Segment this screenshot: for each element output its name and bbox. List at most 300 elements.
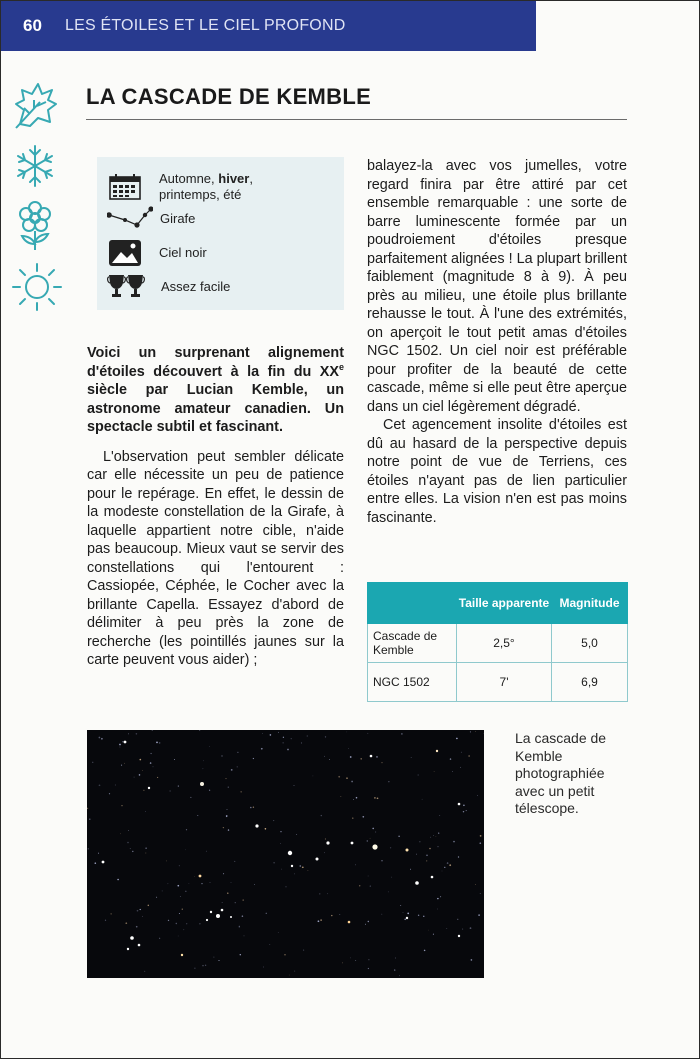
faint-star <box>124 763 125 764</box>
season-row <box>107 171 253 203</box>
faint-star <box>444 867 445 868</box>
faint-star <box>139 774 141 776</box>
faint-star <box>302 866 304 868</box>
table-cell: NGC 1502 <box>368 663 457 702</box>
faint-star <box>452 771 453 772</box>
faint-star <box>461 752 462 753</box>
faint-star <box>183 929 184 930</box>
faint-star <box>99 784 101 786</box>
faint-star <box>145 848 146 849</box>
faint-star <box>294 874 295 875</box>
faint-star <box>179 913 180 914</box>
faint-star <box>469 755 470 756</box>
calendar-icon <box>107 173 143 201</box>
faint-star <box>410 869 411 870</box>
faint-star <box>438 846 439 847</box>
faint-star <box>450 758 451 759</box>
faint-star <box>457 919 458 920</box>
faint-star <box>218 960 219 961</box>
faint-star <box>462 929 463 930</box>
faint-star <box>134 777 135 778</box>
faint-star <box>228 829 229 830</box>
faint-star <box>296 834 297 835</box>
faint-star <box>98 853 99 854</box>
faint-star <box>321 815 322 816</box>
faint-star <box>168 920 169 921</box>
faint-star <box>226 815 228 817</box>
faint-star <box>416 854 417 855</box>
faint-star <box>202 965 204 967</box>
table-cell: 7' <box>457 663 552 702</box>
faint-star <box>234 861 235 862</box>
faint-star <box>142 770 143 771</box>
faint-star <box>152 730 153 731</box>
faint-star <box>278 932 279 933</box>
faint-star <box>382 762 383 763</box>
faint-star <box>209 746 210 747</box>
faint-star <box>156 897 157 898</box>
starfield-photo <box>87 730 484 978</box>
faint-star <box>239 926 240 927</box>
faint-star <box>340 796 341 797</box>
faint-star <box>284 954 285 955</box>
faint-star <box>319 893 320 894</box>
left-column <box>87 344 344 670</box>
season-icons <box>10 80 64 322</box>
faint-star <box>185 891 186 892</box>
faint-star <box>381 860 382 861</box>
table-row <box>368 624 628 663</box>
table-header-row <box>368 583 628 624</box>
faint-star <box>235 902 236 903</box>
constellation-icon <box>107 205 153 233</box>
faint-star <box>395 958 396 959</box>
faint-star <box>368 959 369 960</box>
faint-star <box>411 757 412 758</box>
faint-star <box>391 877 392 878</box>
faint-star <box>227 893 228 894</box>
faint-star <box>372 828 374 830</box>
faint-star <box>283 742 284 743</box>
faint-star <box>370 838 371 839</box>
faint-star <box>471 959 473 961</box>
faint-star <box>92 762 93 763</box>
faint-star <box>122 741 123 742</box>
faint-star <box>400 905 401 906</box>
faint-star <box>375 832 376 833</box>
faint-star <box>434 771 435 772</box>
faint-star <box>128 734 129 735</box>
faint-star <box>231 882 232 883</box>
faint-star <box>262 733 263 734</box>
faint-star <box>186 923 187 924</box>
faint-star <box>355 864 356 865</box>
faint-star <box>446 928 447 929</box>
faint-star <box>381 914 382 915</box>
faint-star <box>449 864 451 866</box>
faint-star <box>237 766 238 767</box>
intro-century: XX <box>319 363 339 380</box>
faint-star <box>388 781 389 782</box>
faint-star <box>89 819 90 820</box>
intro-text-end: siècle par Lucian Kemble, un astronome amateur canadien. Un spectacle subtil et fascinant. <box>87 382 344 435</box>
faint-star <box>289 975 290 976</box>
faint-star <box>101 738 103 740</box>
faint-star <box>388 892 389 893</box>
faint-star <box>342 963 343 964</box>
sun-icon <box>10 262 64 312</box>
faint-star <box>226 778 227 779</box>
faint-star <box>120 833 121 834</box>
faint-star <box>239 926 240 927</box>
faint-star <box>119 747 120 748</box>
faint-star <box>115 785 116 786</box>
faint-star <box>428 930 429 931</box>
faint-star <box>439 815 440 816</box>
body-paragraph-2: balayez-la avec vos jumelles, votre regard finira par être attiré par cet ensemble remarquable : une sorte de barre luminescente formée par un poudroiement d'étoiles presque parfaitement alignées ! La plupart brillent faiblement (magnitude 8 à 9). À peu près au milieu, une étoile plus brillante rehausse le tout. À l'une des extrémités, on aperçoit le tout petit amas d'étoiles NGC 1502. Un ciel noir est préférable pour profiter de la beauté de cette cascade, même si elle peut être aperçue dans un ciel légèrement dégradé. <box>367 158 627 415</box>
faint-star <box>148 905 149 906</box>
faint-star <box>223 827 224 828</box>
faint-star <box>137 910 139 912</box>
faint-star <box>320 919 321 920</box>
faint-star <box>401 733 403 735</box>
faint-star <box>237 752 238 753</box>
faint-star <box>179 865 180 866</box>
faint-star <box>407 913 409 915</box>
faint-star <box>287 749 289 751</box>
faint-star <box>338 776 340 778</box>
faint-star <box>159 742 161 744</box>
table-header-cell: Taille apparente <box>457 583 552 624</box>
faint-star <box>475 731 476 732</box>
intro-century-sup: e <box>338 361 344 372</box>
faint-star <box>291 738 292 739</box>
faint-star <box>351 781 353 783</box>
faint-star <box>355 960 356 961</box>
faint-star <box>483 733 484 734</box>
faint-star <box>197 815 198 816</box>
faint-star <box>360 758 361 759</box>
faint-star <box>250 807 252 809</box>
faint-star <box>222 902 223 903</box>
faint-star <box>128 830 129 831</box>
title-divider <box>86 119 627 120</box>
faint-star <box>318 920 320 922</box>
faint-star <box>390 847 391 848</box>
faint-star <box>426 860 427 861</box>
trophy-icon <box>107 273 145 301</box>
faint-star <box>463 811 464 812</box>
constellation-text: Girafe <box>160 211 196 226</box>
background-stars <box>87 730 484 976</box>
faint-star <box>162 890 163 891</box>
faint-star <box>127 842 129 844</box>
faint-star <box>109 793 110 794</box>
faint-star <box>139 759 141 761</box>
table-row <box>368 663 628 702</box>
faint-star <box>136 926 138 928</box>
faint-star <box>185 849 186 850</box>
faint-star <box>368 921 369 922</box>
faint-star <box>294 971 295 972</box>
season-comma: , <box>249 171 253 186</box>
faint-star <box>480 893 481 894</box>
faint-star <box>206 851 207 852</box>
faint-star <box>404 919 406 921</box>
faint-star <box>352 817 353 818</box>
faint-star <box>350 756 352 758</box>
flower-icon <box>10 200 60 252</box>
faint-star <box>240 954 241 955</box>
faint-star <box>480 835 482 837</box>
faint-star <box>269 944 270 945</box>
faint-star <box>362 816 364 818</box>
faint-star <box>303 950 304 951</box>
faint-star <box>280 831 281 832</box>
faint-star <box>346 777 348 779</box>
snowflake-icon <box>10 142 60 190</box>
table-header-cell <box>368 583 457 624</box>
faint-star <box>399 975 400 976</box>
faint-star <box>150 753 151 754</box>
faint-star <box>99 737 101 739</box>
faint-star <box>190 797 191 798</box>
faint-star <box>433 934 434 935</box>
faint-star <box>119 744 121 746</box>
faint-star <box>418 915 419 916</box>
dark-sky-icon <box>107 238 143 268</box>
faint-star <box>145 853 146 854</box>
faint-star <box>437 909 438 910</box>
observation-infobox <box>97 157 344 310</box>
faint-star <box>442 871 443 872</box>
faint-star <box>398 836 399 837</box>
faint-star <box>270 734 272 736</box>
faint-star <box>253 758 254 759</box>
faint-star <box>210 882 211 883</box>
faint-star <box>477 795 478 796</box>
faint-star <box>227 809 228 810</box>
faint-star <box>424 950 426 952</box>
table-cell: 6,9 <box>552 663 628 702</box>
faint-star <box>286 887 287 888</box>
faint-star <box>470 927 472 929</box>
faint-star <box>242 915 244 917</box>
faint-star <box>182 909 183 910</box>
faint-star <box>157 777 158 778</box>
faint-star <box>231 769 233 771</box>
faint-star <box>253 807 254 808</box>
table-cell: 2,5° <box>457 624 552 663</box>
faint-star <box>205 965 206 966</box>
body-paragraph-3: Cet agencement insolite d'étoiles est dû au hasard de la perspective depuis notre point de vue de Terriens, ces étoiles n'ayant pas de lien particulier entre elles. La vision n'en est pas moins fascinante. <box>367 417 627 526</box>
faint-star <box>143 790 144 791</box>
faint-star <box>438 833 439 834</box>
faint-star <box>223 873 224 874</box>
table-cell: 5,0 <box>552 624 628 663</box>
faint-star <box>263 967 264 968</box>
section-title: LES ÉTOILES ET LE CIEL PROFOND <box>65 17 346 34</box>
faint-star <box>209 790 210 791</box>
faint-star <box>308 870 309 871</box>
faint-star <box>463 804 465 806</box>
body-paragraph-1: L'observation peut sembler délicate car elle nécessite un peu de patience pour le repérage. En effet, le dessin de la modeste constellation de la Girafe, à laquelle appartient notre cible, n'aide pas beaucoup. Mieux vaut se servir des constellations qui l'entourent : Cassiopée, Céphée, le Cocher avec la brillante Capella. Essayez d'abord de délimiter à peu près la zone de recherche (les pointillés jaunes sur la carte peuvent vous aider) ; <box>87 448 344 668</box>
faint-star <box>367 733 368 734</box>
table-header-cell: Magnitude <box>552 583 628 624</box>
faint-star <box>121 805 122 806</box>
faint-star <box>301 742 302 743</box>
faint-star <box>283 737 284 738</box>
faint-star <box>426 855 428 857</box>
faint-star <box>176 923 177 924</box>
faint-star <box>299 865 301 867</box>
faint-star <box>180 896 181 897</box>
faint-star <box>280 843 281 844</box>
faint-star <box>440 896 441 897</box>
faint-star <box>294 785 295 786</box>
faint-star <box>203 760 204 761</box>
faint-star <box>261 748 263 750</box>
faint-star <box>324 756 325 757</box>
faint-star <box>437 898 438 899</box>
faint-star <box>121 765 122 766</box>
faint-star <box>254 884 255 885</box>
constellation-row <box>107 205 195 233</box>
faint-star <box>365 924 366 925</box>
faint-star <box>475 884 476 885</box>
faint-star <box>144 971 145 972</box>
faint-star <box>168 883 169 884</box>
faint-star <box>368 876 369 877</box>
faint-star <box>242 899 243 900</box>
faint-star <box>331 915 332 916</box>
faint-star <box>199 923 200 924</box>
faint-star <box>278 732 279 733</box>
faint-star <box>178 786 179 787</box>
faint-star <box>479 842 481 844</box>
difficulty-row <box>107 273 230 301</box>
sky-row <box>107 238 207 268</box>
faint-star <box>394 969 395 970</box>
faint-star <box>241 791 242 792</box>
faint-star <box>273 862 274 863</box>
faint-star <box>213 957 214 958</box>
faint-star <box>370 886 371 887</box>
faint-star <box>433 835 434 836</box>
starfield-image <box>87 730 484 978</box>
faint-star <box>111 913 112 914</box>
faint-star <box>132 851 133 852</box>
faint-star <box>466 810 467 811</box>
faint-star <box>117 879 119 881</box>
right-column <box>367 157 627 527</box>
faint-star <box>419 841 420 842</box>
faint-star <box>189 883 190 884</box>
season-spring-summer: printemps, été <box>159 187 242 202</box>
faint-star <box>346 732 347 733</box>
faint-star <box>325 838 326 839</box>
article-title: LA CASCADE DE KEMBLE <box>86 84 372 109</box>
faint-star <box>325 736 326 737</box>
page-number: 60 <box>23 16 42 35</box>
faint-star <box>87 808 88 809</box>
faint-star <box>458 856 459 857</box>
difficulty-text: Assez facile <box>161 279 231 294</box>
faint-star <box>95 862 97 864</box>
faint-star <box>356 797 358 799</box>
faint-star <box>281 869 282 870</box>
faint-star <box>460 767 461 768</box>
faint-star <box>221 755 222 756</box>
faint-star <box>429 848 431 850</box>
faint-star <box>125 922 127 924</box>
faint-star <box>273 820 274 821</box>
faint-star <box>156 742 158 744</box>
faint-star <box>359 885 360 886</box>
faint-star <box>313 776 314 777</box>
faint-star <box>88 848 89 849</box>
season-winter-bold: hiver <box>218 171 250 186</box>
faint-star <box>186 829 187 830</box>
faint-star <box>201 883 202 884</box>
season-autumn: Automne, <box>159 171 219 186</box>
faint-star <box>376 756 378 758</box>
faint-star <box>142 916 143 917</box>
page-header <box>1 1 536 51</box>
faint-star <box>130 848 131 849</box>
faint-star <box>159 938 160 939</box>
faint-star <box>136 733 138 735</box>
faint-star <box>145 811 146 812</box>
faint-star <box>307 736 308 737</box>
faint-star <box>170 790 171 791</box>
faint-star <box>140 909 141 910</box>
faint-star <box>423 916 424 917</box>
sky-text: Ciel noir <box>159 245 207 260</box>
faint-star <box>353 799 354 800</box>
faint-star <box>266 913 267 914</box>
faint-star <box>478 914 480 916</box>
faint-star <box>430 837 431 838</box>
table-cell: Cascade de Kemble <box>368 624 457 663</box>
faint-star <box>244 935 245 936</box>
faint-star <box>105 920 106 921</box>
faint-star <box>453 841 455 843</box>
faint-star <box>174 759 175 760</box>
faint-star <box>199 730 200 731</box>
faint-star <box>194 968 195 969</box>
faint-star <box>150 762 152 764</box>
faint-star <box>194 876 195 877</box>
leaf-icon <box>10 80 60 132</box>
magnitude-table <box>367 582 628 702</box>
faint-star <box>166 860 167 861</box>
faint-star <box>327 893 328 894</box>
faint-star <box>228 787 229 788</box>
faint-star <box>436 836 437 837</box>
photo-caption: La cascade de Kemble photographiée avec un petit télescope. <box>515 730 607 816</box>
intro-text-start: Voici un surprenant alignement d'étoiles découvert à la fin du <box>87 345 344 380</box>
faint-star <box>178 936 179 937</box>
faint-star <box>329 759 330 760</box>
faint-star <box>350 958 351 959</box>
faint-star <box>422 799 423 800</box>
faint-star <box>153 766 154 767</box>
faint-star <box>377 797 379 799</box>
faint-star <box>265 828 267 830</box>
faint-star <box>418 775 419 776</box>
faint-star <box>456 738 458 740</box>
